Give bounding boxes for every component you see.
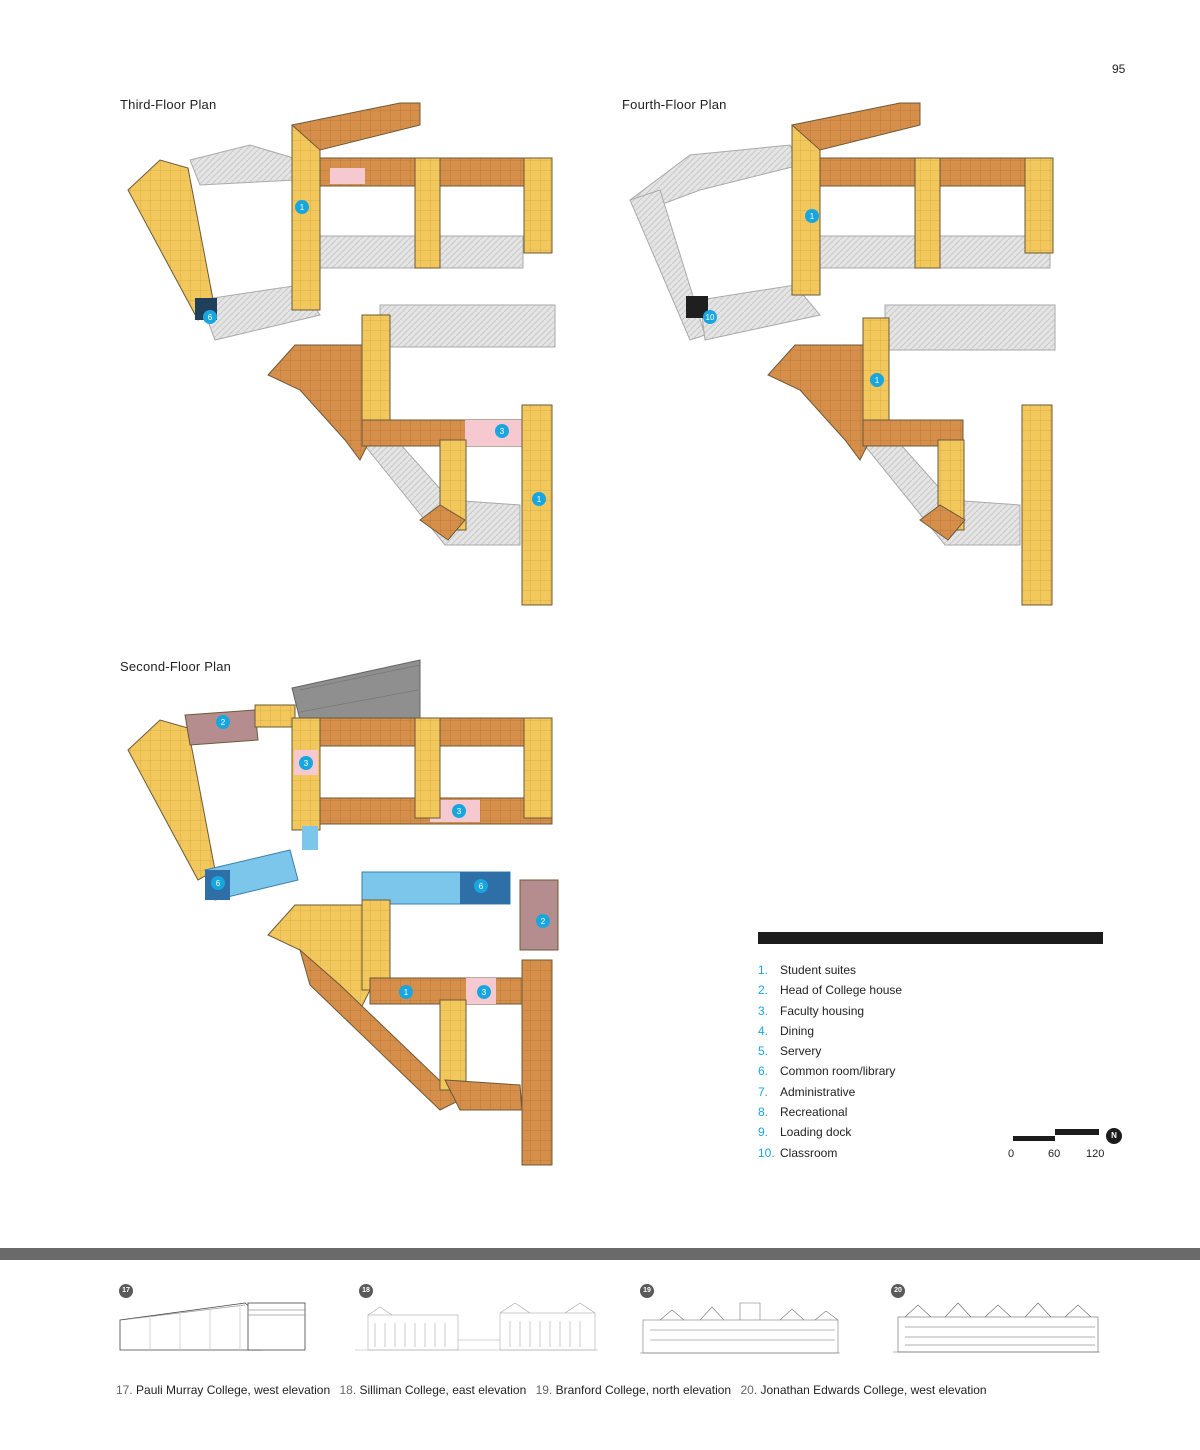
marker <box>295 200 309 214</box>
svg-text:2: 2 <box>540 917 546 926</box>
existing-wing <box>885 305 1055 350</box>
elevation-pauli-murray <box>120 1303 305 1350</box>
residential-wing <box>292 125 320 310</box>
elevation-silliman <box>355 1303 598 1350</box>
residential-wing <box>255 705 295 727</box>
residential-wing <box>362 900 390 990</box>
caption: 20. Jonathan Edwards College, west elevation <box>740 1383 987 1397</box>
scale-tick: 60 <box>1048 1148 1061 1160</box>
marker <box>216 715 230 729</box>
marker <box>211 876 225 890</box>
residential-wing <box>415 718 440 818</box>
svg-text:1: 1 <box>403 988 409 997</box>
elevation-jonathan-edwards <box>893 1303 1100 1352</box>
legend-item: 1. Student suites <box>758 963 857 977</box>
legend-item: 2. Head of College house <box>758 983 903 998</box>
svg-text:1: 1 <box>874 376 880 385</box>
north-arrow-icon: N <box>1106 1128 1122 1144</box>
fourth-floor-plan-title: Fourth-Floor Plan <box>622 97 727 112</box>
elevation-captions <box>116 1383 993 1397</box>
marker <box>805 209 819 223</box>
scale-tick: 120 <box>1086 1148 1105 1160</box>
legend-item: 3. Faculty housing <box>758 1003 865 1018</box>
svg-text:3: 3 <box>456 807 462 816</box>
legend-item: 10. Classroom <box>758 1145 838 1160</box>
faculty-area <box>330 168 365 184</box>
scale-segment <box>1013 1136 1055 1141</box>
scale-segment <box>1055 1129 1099 1135</box>
legend-item: 7. Administrative <box>758 1084 856 1099</box>
section-divider <box>0 1248 1200 1260</box>
svg-text:1: 1 <box>536 495 542 504</box>
page-number: 95 <box>1112 62 1126 76</box>
residential-wing <box>362 315 390 425</box>
residential-wing <box>1025 158 1053 253</box>
svg-text:1: 1 <box>809 212 815 221</box>
residential-wing <box>524 718 552 818</box>
elevation-badge: 17 <box>119 1284 133 1298</box>
marker <box>870 373 884 387</box>
elevation-badge: 19 <box>640 1284 654 1298</box>
residential-wing <box>915 158 940 268</box>
marker <box>299 756 313 770</box>
marker <box>477 985 491 999</box>
marker <box>399 985 413 999</box>
marker <box>452 804 466 818</box>
legend-item: 4. Dining <box>758 1023 815 1038</box>
third-floor-plan <box>128 103 555 605</box>
existing-wing <box>190 145 300 185</box>
svg-text:3: 3 <box>499 427 505 436</box>
elevation-branford <box>640 1303 840 1353</box>
common-room <box>302 826 318 850</box>
legend <box>758 962 902 1165</box>
marker <box>532 492 546 506</box>
legend-item: 5. Servery <box>758 1044 822 1059</box>
caption: 18. Silliman College, east elevation <box>339 1383 527 1397</box>
scale-tick: 0 <box>1008 1148 1015 1160</box>
svg-text:2: 2 <box>220 718 226 727</box>
residential-wing <box>522 960 552 1165</box>
legend-item: 8. Recreational <box>758 1105 848 1120</box>
svg-text:1: 1 <box>299 203 305 212</box>
svg-text:6: 6 <box>207 313 213 322</box>
svg-text:6: 6 <box>478 882 484 891</box>
residential-wing <box>1022 405 1052 605</box>
head-of-college-house <box>520 880 558 950</box>
second-floor-plan-title: Second-Floor Plan <box>120 659 232 674</box>
legend-header-bar <box>758 932 1103 944</box>
second-floor-plan <box>128 660 558 1165</box>
residential-wing <box>445 1080 522 1110</box>
caption: 19. Branford College, north elevation <box>535 1383 732 1397</box>
elevation-badge: 20 <box>891 1284 905 1298</box>
residential-wing <box>792 125 820 295</box>
svg-text:6: 6 <box>215 879 221 888</box>
third-floor-plan-title: Third-Floor Plan <box>120 97 217 112</box>
residential-wing <box>440 1000 466 1090</box>
fourth-floor-plan <box>630 103 1055 605</box>
residential-wing <box>863 318 889 428</box>
marker <box>203 310 217 324</box>
marker <box>474 879 488 893</box>
svg-text:3: 3 <box>303 759 309 768</box>
marker <box>495 424 509 438</box>
legend-item: 9. Loading dock <box>758 1125 852 1140</box>
legend-item: 6. Common room/library <box>758 1064 896 1079</box>
residential-wing <box>524 158 552 253</box>
caption: 17. Pauli Murray College, west elevation <box>116 1383 331 1397</box>
elevation-drawings <box>0 1295 1200 1360</box>
existing-wing <box>380 305 555 347</box>
elevation-badge: 18 <box>359 1284 373 1298</box>
svg-text:3: 3 <box>481 988 487 997</box>
svg-text:10: 10 <box>705 313 715 322</box>
marker <box>703 310 717 324</box>
marker <box>536 914 550 928</box>
residential-wing <box>415 158 440 268</box>
